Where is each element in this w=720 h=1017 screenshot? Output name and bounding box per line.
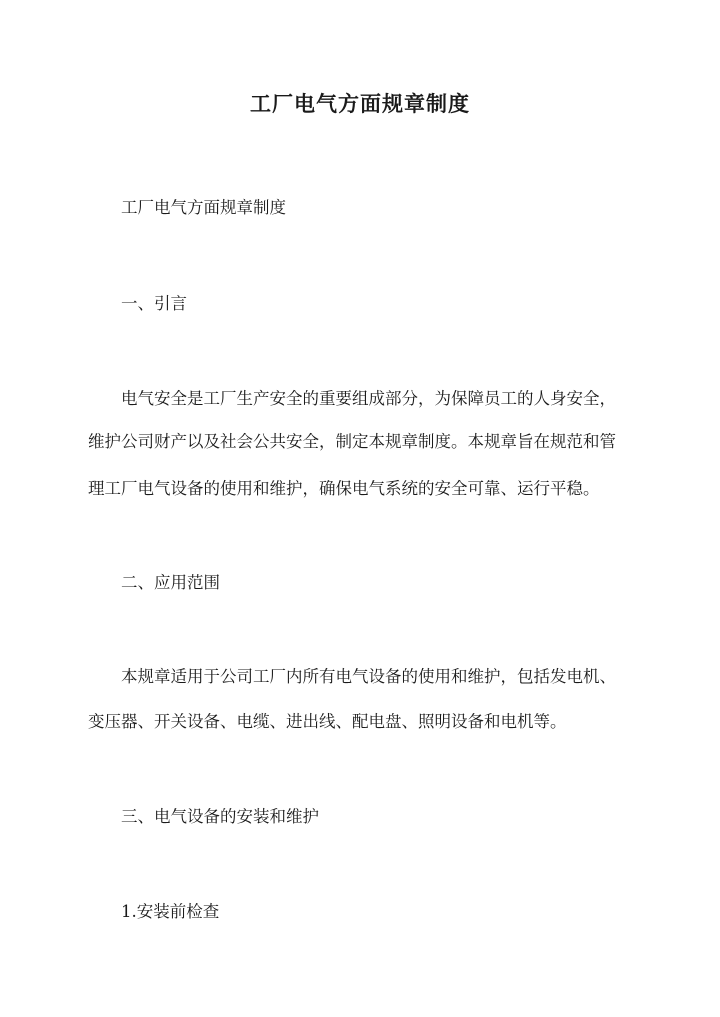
paragraph-line: 电气安全是工厂生产安全的重要组成部分，为保障员工的人身安全， bbox=[121, 389, 616, 408]
paragraph-line: 变压器、开关设备、电缆、进出线、配电盘、照明设备和电机等。 bbox=[88, 712, 567, 731]
section-heading-scope: 二、应用范围 bbox=[121, 573, 220, 592]
paragraph-line: 理工厂电气设备的使用和维护，确保电气系统的安全可靠、运行平稳。 bbox=[88, 479, 600, 498]
paragraph-line: 维护公司财产以及社会公共安全，制定本规章制度。本规章旨在规范和管 bbox=[88, 432, 616, 451]
document-subtitle: 工厂电气方面规章制度 bbox=[121, 198, 286, 217]
paragraph-line: 本规章适用于公司工厂内所有电气设备的使用和维护，包括发电机、 bbox=[121, 667, 616, 686]
document-title: 工厂电气方面规章制度 bbox=[250, 91, 470, 116]
subsection-heading: 1.安装前检查 bbox=[121, 902, 220, 921]
section-heading-introduction: 一、引言 bbox=[121, 294, 187, 313]
section-heading-installation: 三、电气设备的安装和维护 bbox=[121, 807, 319, 826]
